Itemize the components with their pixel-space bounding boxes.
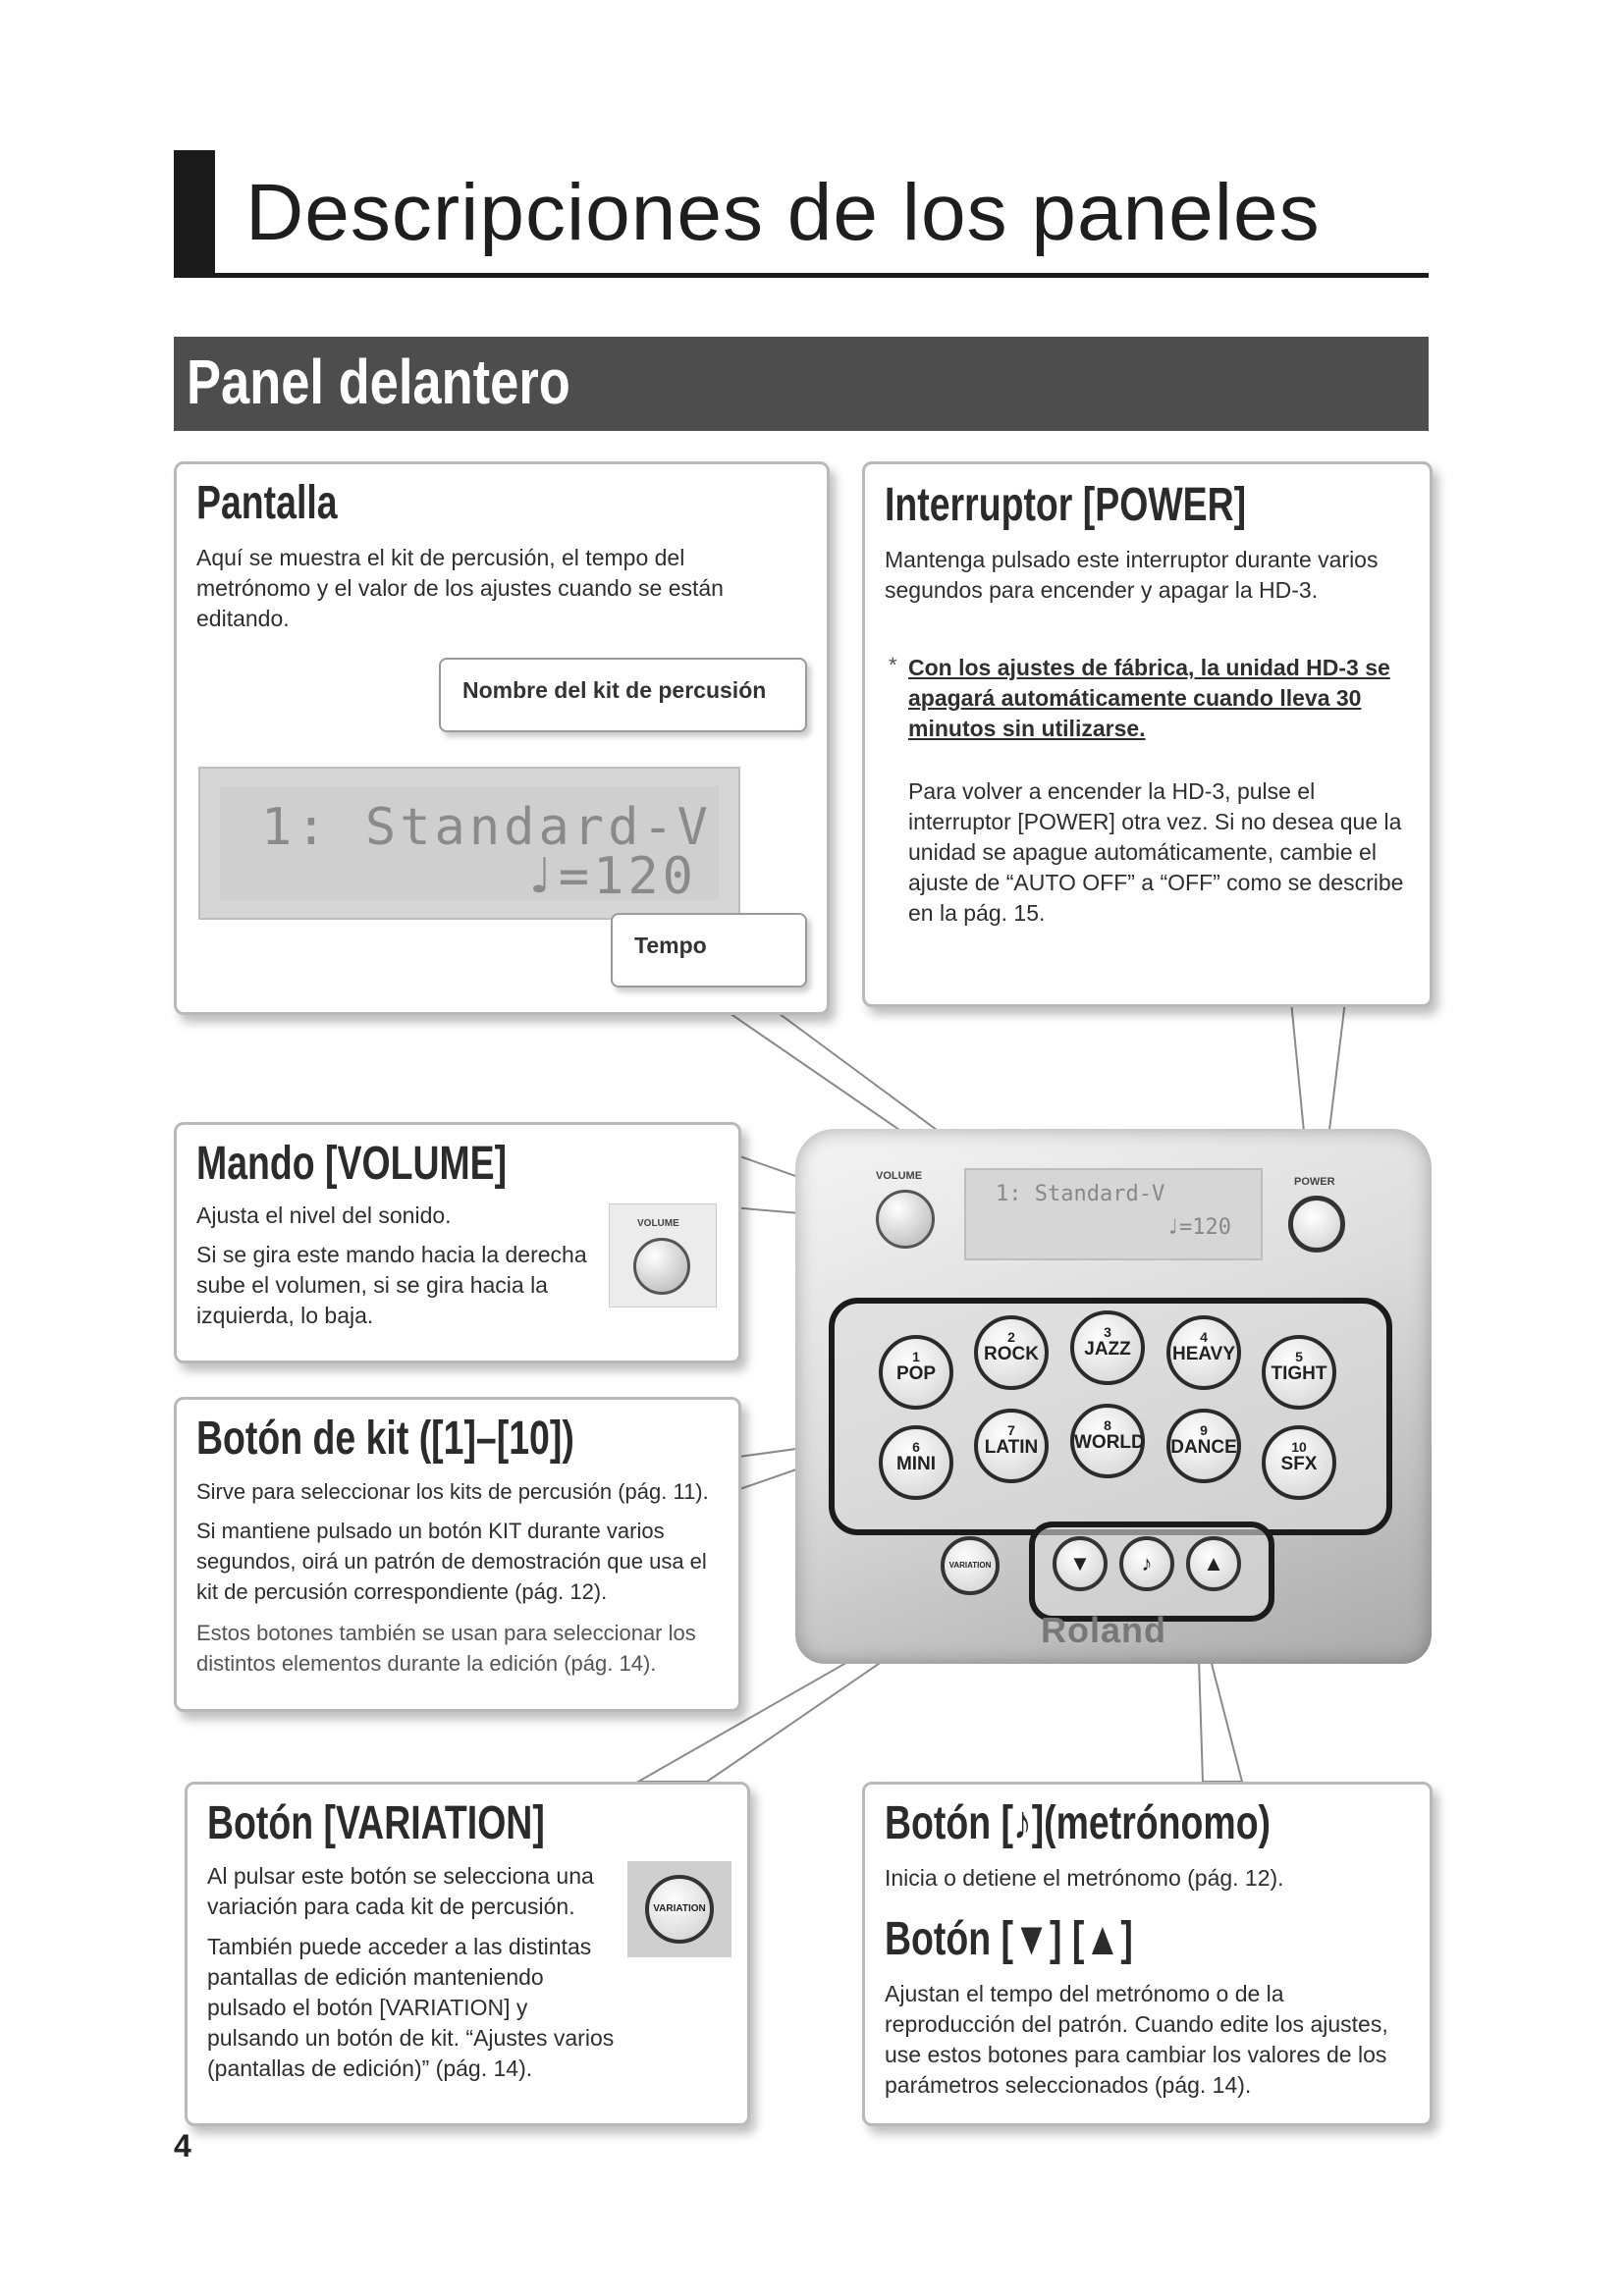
metronome-button[interactable]: ♪ [1119,1536,1174,1591]
pad-number: 2 [1007,1329,1015,1345]
variation-thumb-icon: VARIATION [645,1875,714,1944]
pad-label: ROCK [984,1344,1039,1364]
variation-box [185,1782,750,2126]
pad-label: HEAVY [1171,1344,1236,1364]
pad-label: WORLD [1074,1432,1145,1453]
pad-number: 10 [1291,1439,1307,1455]
callout-tempo: Tempo [611,913,807,988]
kit-description-3: Estos botones también se usan para seleccionar los distintos elementos durante la edición (pág. 14). [196,1621,696,1676]
kit-pad-1[interactable] [879,1335,953,1410]
display-title: Pantalla [196,477,338,529]
device-lcd-line-2: ♩=120 [1165,1215,1231,1240]
device-lcd-line-1: 1: Standard-V [996,1182,1165,1206]
variation-description-1: Al pulsar este botón se selecciona una variación para cada kit de percusión. [207,1863,594,1919]
variation-title: Botón [VARIATION] [207,1797,545,1849]
pad-label: POP [895,1363,937,1384]
lcd-line-1: 1: Standard-V [261,798,712,857]
lcd-line-2: ♩=120 [523,847,697,906]
page-number: 4 [174,2128,191,2163]
kit-pad-3[interactable] [1070,1310,1145,1385]
volume-description-1: Ajusta el nivel del sonido. [196,1202,452,1228]
pad-label: SFX [1280,1454,1318,1474]
up-button[interactable]: ▲ [1186,1536,1241,1591]
pad-label: JAZZ [1084,1339,1131,1360]
page-title: Descripciones de los paneles [245,168,1321,257]
updown-title: Botón [▼] [▲] [885,1913,1133,1965]
down-button[interactable]: ▼ [1053,1536,1108,1591]
metronome-description: Inicia o detiene el metrónomo (pág. 12). [885,1865,1284,1891]
power-extra-info: Para volver a encender la HD-3, pulse el interruptor [POWER] otra vez. Si no desea que la unidad se apague automáticamente, cambie el ajuste de “AUTO OFF” a “OFF” como se describe en la pág. 15. [908,778,1404,926]
device-volume-label: VOLUME [876,1170,923,1182]
volume-knob[interactable] [876,1190,935,1249]
power-box [862,461,1433,1007]
volume-description-2: Si se gira este mando hacia la derecha sube el volumen, si se gira hacia la izquierda, lo baja. [196,1242,587,1328]
note-asterisk: * [889,653,897,677]
pad-number: 4 [1200,1329,1208,1345]
variation-button-thumbnail [627,1861,731,1957]
power-title: Interruptor [POWER] [885,479,1247,531]
volume-knob-thumb-icon [633,1238,690,1295]
callout-kit-name: Nombre del kit de percusión [439,658,807,732]
kit-pad-9[interactable] [1166,1409,1241,1483]
updown-description: Ajustan el tempo del metrónomo o de la reproducción del patrón. Cuando edite los ajustes, use estos botones para cambiar los valores de los parámetros seleccionados (pág. 14). [885,1981,1388,2098]
kit-pad-5[interactable] [1262,1335,1336,1410]
volume-knob-thumbnail [609,1203,717,1308]
kit-pad-6[interactable] [879,1425,953,1500]
pad-label: MINI [895,1454,937,1474]
volume-title: Mando [VOLUME] [196,1138,508,1190]
kit-description-1: Sirve para seleccionar los kits de percusión (pág. 11). [196,1479,709,1504]
lcd-screen [220,786,719,906]
pad-number: 6 [912,1439,920,1455]
roland-logo: Roland [1041,1610,1166,1650]
pad-number: 8 [1104,1417,1111,1433]
pad-label: LATIN [984,1437,1039,1458]
pad-label: DANCE [1170,1437,1237,1458]
volume-box [174,1122,741,1363]
kit-title: Botón de kit ([1]–[10]) [196,1413,574,1465]
kit-pad-8[interactable] [1070,1404,1145,1478]
power-button[interactable] [1288,1196,1345,1253]
pad-number: 1 [912,1349,920,1364]
hd3-front-panel [795,1129,1432,1664]
section-title: Panel delantero [187,347,570,417]
metronome-box [862,1782,1433,2126]
variation-description-2: También puede acceder a las distintas pantallas de edición manteniendo pulsado el botón [VARIATION] y pulsando un botón de kit. “Ajustes varios (pantallas de edición)” (pág. 14). [207,1934,615,2081]
kit-pad-2[interactable] [974,1315,1049,1390]
pad-number: 9 [1200,1422,1208,1438]
kit-pad-10[interactable] [1262,1425,1336,1500]
device-variation-button[interactable]: VARIATION [941,1536,1000,1595]
display-lcd [198,767,740,920]
power-note: Con los ajustes de fábrica, la unidad HD-3 se apagará automáticamente cuando lleva 30 minutos sin utilizarse. [908,655,1390,741]
kit-description-2: Si mantiene pulsado un botón KIT durante varios segundos, oirá un patrón de demostración que usa el kit de percusión correspondiente (pág. 12). [196,1519,707,1604]
pad-number: 5 [1295,1349,1303,1364]
device-power-label: POWER [1294,1176,1335,1188]
kit-pad-4[interactable] [1166,1315,1241,1390]
pad-number: 3 [1104,1324,1111,1340]
kit-pad-7[interactable] [974,1409,1049,1483]
power-description: Mantenga pulsado este interruptor durante varios segundos para encender y apagar la HD-3. [885,547,1379,603]
kit-box [174,1397,741,1712]
metronome-title: Botón [♪](metrónomo) [885,1797,1272,1849]
display-box [174,461,830,1015]
device-lcd [964,1168,1263,1260]
pad-label: TIGHT [1271,1363,1327,1384]
pad-number: 7 [1007,1422,1015,1438]
display-description: Aquí se muestra el kit de percusión, el tempo del metrónomo y el valor de los ajustes cuando se están editando. [196,545,724,631]
volume-thumb-label: VOLUME [637,1218,679,1229]
